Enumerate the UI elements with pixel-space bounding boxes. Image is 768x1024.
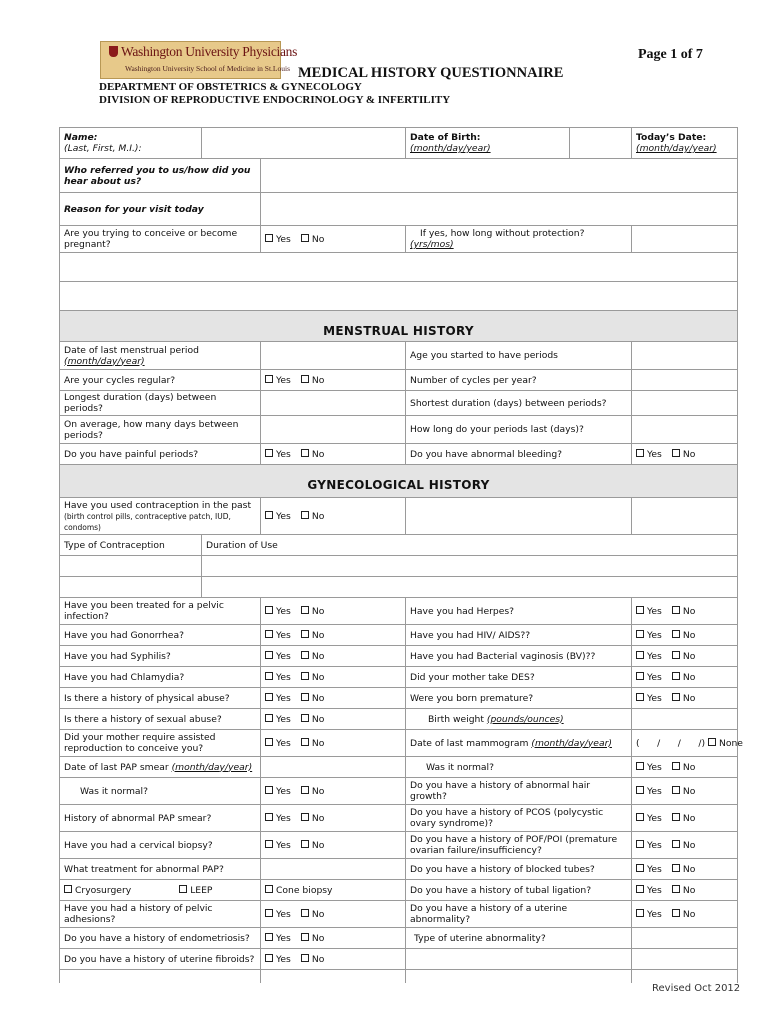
gonorrhea-no-checkbox[interactable] xyxy=(301,630,309,638)
pelvic-infection-question: Have you been treated for a pelvic infection? xyxy=(60,598,261,625)
biopsy-no-checkbox[interactable] xyxy=(301,840,309,848)
pcos-question: Do you have a history of PCOS (polycystic ovary syndrome)? xyxy=(406,805,632,832)
mammogram-normal-yes-checkbox[interactable] xyxy=(636,762,644,770)
mammogram-normal-yes-no: Yes No xyxy=(632,757,738,778)
des-no-checkbox[interactable] xyxy=(672,672,680,680)
reason-label: Reason for your visit today xyxy=(60,193,261,226)
division-name: DIVISION OF REPRODUCTIVE ENDOCRINOLOGY & INFERTILITY xyxy=(99,94,451,106)
dob-label: Date of Birth: (month/day/year) xyxy=(406,128,570,159)
unprotected-duration-field[interactable] xyxy=(632,226,738,253)
cervical-biopsy-question: Have you had a cervical biopsy? xyxy=(60,832,261,859)
hiv-no-checkbox[interactable] xyxy=(672,630,680,638)
pcos-no-checkbox[interactable] xyxy=(672,813,680,821)
syphilis-yes-no: Yes No xyxy=(261,646,406,667)
abnormal-pap-no-checkbox[interactable] xyxy=(301,813,309,821)
blank-cell[interactable] xyxy=(406,498,632,535)
logo-title: Washington University Physicians xyxy=(121,44,298,59)
conceive-question: Are you trying to conceive or become pregnant? xyxy=(60,226,261,253)
cone-biopsy-checkbox[interactable] xyxy=(265,885,273,893)
cryosurgery-checkbox[interactable] xyxy=(64,885,72,893)
biopsy-yes-checkbox[interactable] xyxy=(265,840,273,848)
abnormal-pap-yes-no: Yes No xyxy=(261,805,406,832)
endometriosis-question: Do you have a history of endometriosis? xyxy=(60,928,261,949)
hiv-yes-no: Yes No xyxy=(632,625,738,646)
mammogram-none-checkbox[interactable] xyxy=(708,738,716,746)
contraception-duration-field[interactable] xyxy=(202,577,738,598)
endometriosis-no-checkbox[interactable] xyxy=(301,933,309,941)
revision-note: Revised Oct 2012 xyxy=(652,983,741,994)
blank-cell xyxy=(632,970,738,983)
premature-no-checkbox[interactable] xyxy=(672,693,680,701)
today-date-label: Today’s Date: (month/day/year) xyxy=(632,128,738,159)
ligation-yes-checkbox[interactable] xyxy=(636,885,644,893)
longest-duration-field[interactable] xyxy=(261,391,406,416)
mammogram-label: Date of last mammogram (month/day/year) xyxy=(406,730,632,757)
conceive-yes-no: Yes No xyxy=(261,226,406,253)
uterine-type-field[interactable] xyxy=(632,928,738,949)
bleeding-no-checkbox[interactable] xyxy=(672,449,680,457)
painful-periods-question: Do you have painful periods? xyxy=(60,444,261,465)
pap-normal-yes-no: Yes No xyxy=(261,778,406,805)
shield-icon xyxy=(109,46,118,57)
contraception-question: Have you used contraception in the past (birth control pills, contraceptive patch, IUD, condoms) xyxy=(60,498,261,535)
mother-art-yes-checkbox[interactable] xyxy=(265,738,273,746)
mother-art-question: Did your mother require assisted reproduction to conceive you? xyxy=(60,730,261,757)
pap-treatment-field[interactable] xyxy=(261,859,406,880)
longest-duration-label: Longest duration (days) between periods? xyxy=(60,391,261,416)
mammogram-normal-no-checkbox[interactable] xyxy=(672,762,680,770)
chlamydia-yes-no: Yes No xyxy=(261,667,406,688)
fibroids-question: Do you have a history of uterine fibroids? xyxy=(60,949,261,970)
painful-no-checkbox[interactable] xyxy=(301,449,309,457)
pap-normal-yes-checkbox[interactable] xyxy=(265,786,273,794)
leep-checkbox[interactable] xyxy=(179,885,187,893)
blocked-tubes-question: Do you have a history of blocked tubes? xyxy=(406,859,632,880)
uterine-abnormality-yes-no: Yes No xyxy=(632,901,738,928)
page-title: MEDICAL HISTORY QUESTIONNAIRE xyxy=(298,65,564,81)
abnormal-hair-question: Do you have a history of abnormal hair growth? xyxy=(406,778,632,805)
abnormal-pap-question: History of abnormal PAP smear? xyxy=(60,805,261,832)
referred-label: Who referred you to us/how did you hear about us? xyxy=(60,159,261,193)
blank-cell[interactable] xyxy=(632,949,738,970)
age-start-label: Age you started to have periods xyxy=(406,342,632,370)
bv-yes-no: Yes No xyxy=(632,646,738,667)
pap-normal-question: Was it normal? xyxy=(60,778,261,805)
conceive-no-checkbox[interactable] xyxy=(301,234,309,242)
herpes-question: Have you had Herpes? xyxy=(406,598,632,625)
pap-date-label: Date of last PAP smear (month/day/year) xyxy=(60,757,261,778)
shortest-duration-field[interactable] xyxy=(632,391,738,416)
age-start-field[interactable] xyxy=(632,342,738,370)
department-heading xyxy=(99,81,450,107)
chlamydia-question: Have you had Chlamydia? xyxy=(60,667,261,688)
uterine-no-checkbox[interactable] xyxy=(672,909,680,917)
tubes-no-checkbox[interactable] xyxy=(672,864,680,872)
average-days-field[interactable] xyxy=(261,416,406,444)
blank-cell xyxy=(60,970,261,983)
abnormal-bleeding-yes-no: Yes No xyxy=(632,444,738,465)
herpes-yes-no: Yes No xyxy=(632,598,738,625)
blank-row[interactable] xyxy=(60,253,738,282)
syphilis-no-checkbox[interactable] xyxy=(301,651,309,659)
hair-no-checkbox[interactable] xyxy=(672,786,680,794)
des-question: Did your mother take DES? xyxy=(406,667,632,688)
syphilis-yes-checkbox[interactable] xyxy=(265,651,273,659)
painful-yes-no: Yes No xyxy=(261,444,406,465)
bv-yes-checkbox[interactable] xyxy=(636,651,644,659)
regular-cycles-question: Are your cycles regular? xyxy=(60,370,261,391)
contraception-type-field[interactable] xyxy=(60,577,202,598)
mother-art-no-checkbox[interactable] xyxy=(301,738,309,746)
last-period-label: Date of last menstrual period (month/day/year) xyxy=(60,342,261,370)
cone-biopsy-option: Cone biopsy xyxy=(261,880,406,901)
physical-abuse-yes-no: Yes No xyxy=(261,688,406,709)
pelvic-adhesions-question: Have you had a history of pelvic adhesions? xyxy=(60,901,261,928)
gonorrhea-yes-no: Yes No xyxy=(261,625,406,646)
dob-field[interactable] xyxy=(570,128,632,159)
hiv-question: Have you had HIV/ AIDS?? xyxy=(406,625,632,646)
period-length-label: How long do your periods last (days)? xyxy=(406,416,632,444)
department-name: DEPARTMENT OF OBSTETRICS & GYNECOLOGY xyxy=(99,81,362,93)
blank-cell xyxy=(406,970,632,983)
pcos-yes-no: Yes No xyxy=(632,805,738,832)
regular-cycles-yes-no: Yes No xyxy=(261,370,406,391)
pelvic-infection-no-checkbox[interactable] xyxy=(301,606,309,614)
pap-treatment-question: What treatment for abnormal PAP? xyxy=(60,859,261,880)
contraception-type-header: Type of Contraception xyxy=(60,535,202,556)
pap-treatment-options: Cryosurgery LEEP xyxy=(60,880,261,901)
bv-no-checkbox[interactable] xyxy=(672,651,680,659)
questionnaire-form xyxy=(59,127,743,983)
pof-yes-no: Yes No xyxy=(632,832,738,859)
chlamydia-no-checkbox[interactable] xyxy=(301,672,309,680)
herpes-yes-checkbox[interactable] xyxy=(636,606,644,614)
uterine-type-label: Type of uterine abnormality? xyxy=(406,928,632,949)
premature-question: Were you born premature? xyxy=(406,688,632,709)
birth-weight-label: Birth weight (pounds/ounces) xyxy=(406,709,632,730)
logo-subtitle: Washington University School of Medicine in St.Louis xyxy=(125,64,291,73)
pap-date-field[interactable] xyxy=(261,757,406,778)
sexual-abuse-yes-checkbox[interactable] xyxy=(265,714,273,722)
name-label: Name: (Last, First, M.I.): xyxy=(60,128,202,159)
abnormal-hair-yes-no: Yes No xyxy=(632,778,738,805)
painful-yes-checkbox[interactable] xyxy=(265,449,273,457)
regular-no-checkbox[interactable] xyxy=(301,375,309,383)
herpes-no-checkbox[interactable] xyxy=(672,606,680,614)
mammogram-field[interactable]: ( / / /) None xyxy=(632,730,738,757)
des-yes-no: Yes No xyxy=(632,667,738,688)
physical-abuse-no-checkbox[interactable] xyxy=(301,693,309,701)
abnormal-pap-yes-checkbox[interactable] xyxy=(265,813,273,821)
contraception-yes-no: Yes No xyxy=(261,498,406,535)
endometriosis-yes-no: Yes No xyxy=(261,928,406,949)
adhesions-no-checkbox[interactable] xyxy=(301,909,309,917)
des-yes-checkbox[interactable] xyxy=(636,672,644,680)
endometriosis-yes-checkbox[interactable] xyxy=(265,933,273,941)
blank-cell[interactable] xyxy=(632,498,738,535)
pelvic-infection-yes-checkbox[interactable] xyxy=(265,606,273,614)
pap-normal-no-checkbox[interactable] xyxy=(301,786,309,794)
premature-yes-no: Yes No xyxy=(632,688,738,709)
pelvic-infection-yes-no: Yes No xyxy=(261,598,406,625)
physical-abuse-yes-checkbox[interactable] xyxy=(265,693,273,701)
blank-row[interactable] xyxy=(60,282,738,311)
blank-cell xyxy=(261,970,406,983)
pelvic-adhesions-yes-no: Yes No xyxy=(261,901,406,928)
period-length-field[interactable] xyxy=(632,416,738,444)
uterine-yes-checkbox[interactable] xyxy=(636,909,644,917)
bleeding-yes-checkbox[interactable] xyxy=(636,449,644,457)
mother-art-yes-no: Yes No xyxy=(261,730,406,757)
referred-field[interactable] xyxy=(261,159,738,193)
physical-abuse-question: Is there a history of physical abuse? xyxy=(60,688,261,709)
contraception-yes-checkbox[interactable] xyxy=(265,511,273,519)
pof-yes-checkbox[interactable] xyxy=(636,840,644,848)
premature-yes-checkbox[interactable] xyxy=(636,693,644,701)
sexual-abuse-yes-no: Yes No xyxy=(261,709,406,730)
blank-cell[interactable] xyxy=(406,949,632,970)
cervical-biopsy-yes-no: Yes No xyxy=(261,832,406,859)
menstrual-history-heading: MENSTRUAL HISTORY xyxy=(60,311,738,342)
regular-yes-checkbox[interactable] xyxy=(265,375,273,383)
tubal-ligation-yes-no: Yes No xyxy=(632,880,738,901)
ligation-no-checkbox[interactable] xyxy=(672,885,680,893)
name-field[interactable] xyxy=(202,128,406,159)
abnormal-bleeding-question: Do you have abnormal bleeding? xyxy=(406,444,632,465)
pcos-yes-checkbox[interactable] xyxy=(636,813,644,821)
cycles-per-year-label: Number of cycles per year? xyxy=(406,370,632,391)
university-logo xyxy=(100,41,298,79)
blocked-tubes-yes-no: Yes No xyxy=(632,859,738,880)
contraception-type-field[interactable] xyxy=(60,556,202,577)
gyn-history-heading: GYNECOLOGICAL HISTORY xyxy=(60,465,738,498)
fibroids-no-checkbox[interactable] xyxy=(301,954,309,962)
unprotected-duration-label: If yes, how long without protection? (yrs/mos) xyxy=(406,226,632,253)
mammogram-normal-question: Was it normal? xyxy=(406,757,632,778)
pof-question: Do you have a history of POF/POI (premature ovarian failure/insufficiency? xyxy=(406,832,632,859)
bv-question: Have you had Bacterial vaginosis (BV)?? xyxy=(406,646,632,667)
average-days-label: On average, how many days between periods? xyxy=(60,416,261,444)
last-period-field[interactable] xyxy=(261,342,406,370)
sexual-abuse-no-checkbox[interactable] xyxy=(301,714,309,722)
sexual-abuse-question: Is there a history of sexual abuse? xyxy=(60,709,261,730)
conceive-yes-checkbox[interactable] xyxy=(265,234,273,242)
shortest-duration-label: Shortest duration (days) between periods? xyxy=(406,391,632,416)
tubal-ligation-question: Do you have a history of tubal ligation? xyxy=(406,880,632,901)
contraception-duration-header: Duration of Use xyxy=(202,535,738,556)
page-number: Page 1 of 7 xyxy=(638,47,703,62)
adhesions-yes-checkbox[interactable] xyxy=(265,909,273,917)
hair-yes-checkbox[interactable] xyxy=(636,786,644,794)
hiv-yes-checkbox[interactable] xyxy=(636,630,644,638)
uterine-abnormality-question: Do you have a history of a uterine abnormality? xyxy=(406,901,632,928)
birth-weight-field[interactable] xyxy=(632,709,738,730)
tubes-yes-checkbox[interactable] xyxy=(636,864,644,872)
gonorrhea-yes-checkbox[interactable] xyxy=(265,630,273,638)
cycles-per-year-field[interactable] xyxy=(632,370,738,391)
gonorrhea-question: Have you had Gonorrhea? xyxy=(60,625,261,646)
reason-field[interactable] xyxy=(261,193,738,226)
fibroids-yes-checkbox[interactable] xyxy=(265,954,273,962)
fibroids-yes-no: Yes No xyxy=(261,949,406,970)
chlamydia-yes-checkbox[interactable] xyxy=(265,672,273,680)
contraception-no-checkbox[interactable] xyxy=(301,511,309,519)
contraception-duration-field[interactable] xyxy=(202,556,738,577)
syphilis-question: Have you had Syphilis? xyxy=(60,646,261,667)
pof-no-checkbox[interactable] xyxy=(672,840,680,848)
